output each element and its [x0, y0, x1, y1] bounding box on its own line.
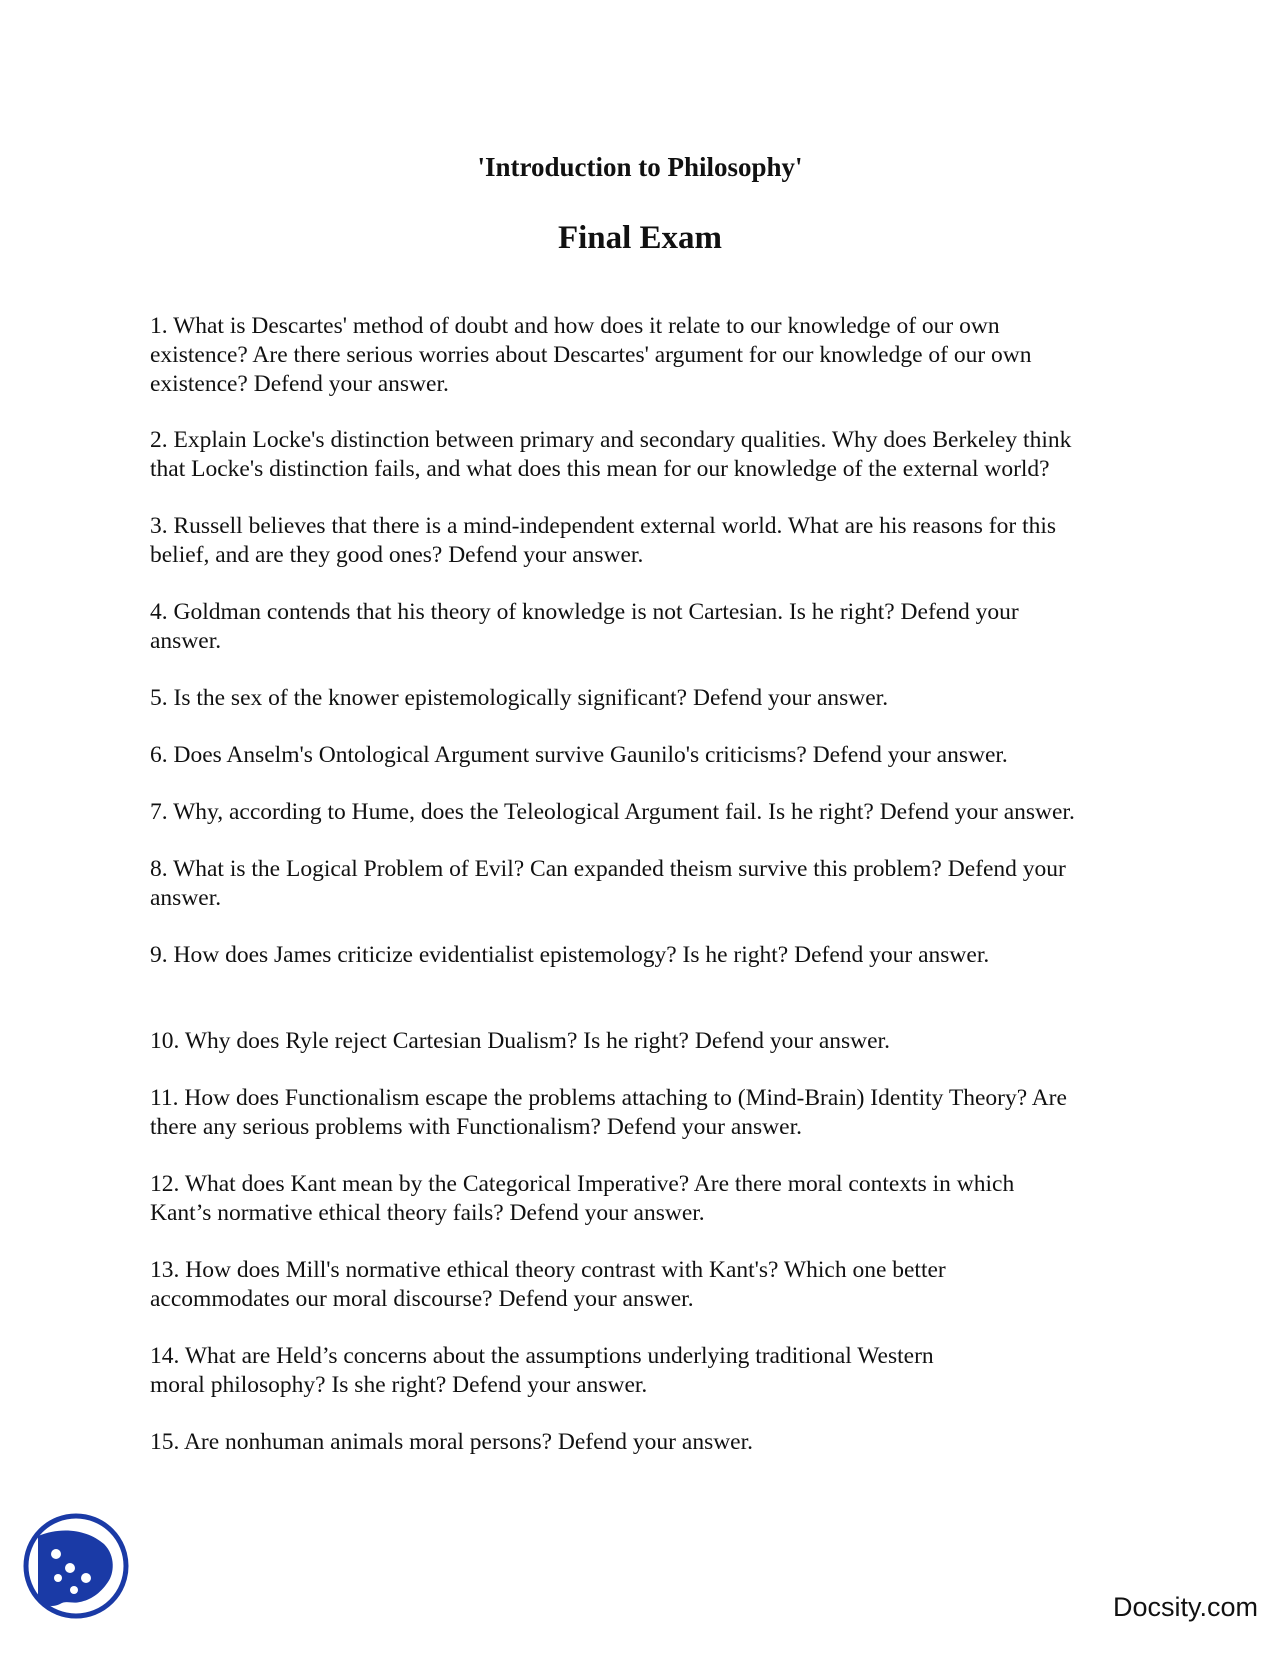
question-2: 2. Explain Locke's distinction between primary and secondary qualities. Why does Berkeley think that Locke's distinction fails, and what does this mean for our knowledge of the external world? [150, 427, 1072, 482]
question-9: 9. How does James criticize evidentialist epistemology? Is he right? Defend your answer. [150, 942, 990, 968]
question-14: 14. What are Held’s concerns about the assumptions underlying traditional Western moral philosophy? Is she right? Defend your answer. [150, 1343, 934, 1398]
logo-dot [51, 1549, 61, 1559]
logo-dot [65, 1563, 75, 1573]
question-3: 3. Russell believes that there is a mind-independent external world. What are his reasons for this belief, and are they good ones? Defend your answer. [150, 513, 1057, 568]
course-title: 'Introduction to Philosophy' [477, 152, 803, 182]
question-13: 13. How does Mill's normative ethical theory contrast with Kant's? Which one better accommodates our moral discourse? Defend your answer. [150, 1257, 946, 1312]
question-12: 12. What does Kant mean by the Categorical Imperative? Are there moral contexts in which Kant’s normative ethical theory fails? Defend your answer. [150, 1171, 1015, 1226]
docsity-brand-link[interactable]: Docsity.com [1112, 1592, 1258, 1622]
logo-dot [54, 1574, 62, 1582]
question-4: 4. Goldman contends that his theory of knowledge is not Cartesian. Is he right? Defend your answer. [150, 599, 1019, 654]
question-6: 6. Does Anselm's Ontological Argument survive Gaunilo's criticisms? Defend your answer. [150, 742, 1008, 768]
logo-blob [38, 1530, 113, 1606]
question-15: 15. Are nonhuman animals moral persons? Defend your answer. [150, 1429, 754, 1455]
logo-dot [70, 1586, 78, 1594]
question-1: 1. What is Descartes' method of doubt and how does it relate to our knowledge of our own existence? Are there serious worries about Descartes' argument for our knowledge of our own existence? Defend your answer. [150, 313, 1032, 397]
docsity-logo-svg [22, 1512, 130, 1620]
question-5: 5. Is the sex of the knower epistemologically significant? Defend your answer. [150, 685, 889, 711]
question-10: 10. Why does Ryle reject Cartesian Dualism? Is he right? Defend your answer. [150, 1028, 890, 1054]
question-11: 11. How does Functionalism escape the problems attaching to (Mind-Brain) Identity Theory? Are there any serious problems with Functionalism? Defend your answer. [150, 1085, 1067, 1140]
logo-dot [81, 1573, 91, 1583]
question-8: 8. What is the Logical Problem of Evil? Can expanded theism survive this problem? Defend your answer. [150, 856, 1066, 911]
docsity-logo-icon[interactable] [22, 1512, 130, 1620]
question-7: 7. Why, according to Hume, does the Teleological Argument fail. Is he right? Defend your answer. [150, 799, 1075, 825]
exam-title: Final Exam [557, 220, 723, 256]
